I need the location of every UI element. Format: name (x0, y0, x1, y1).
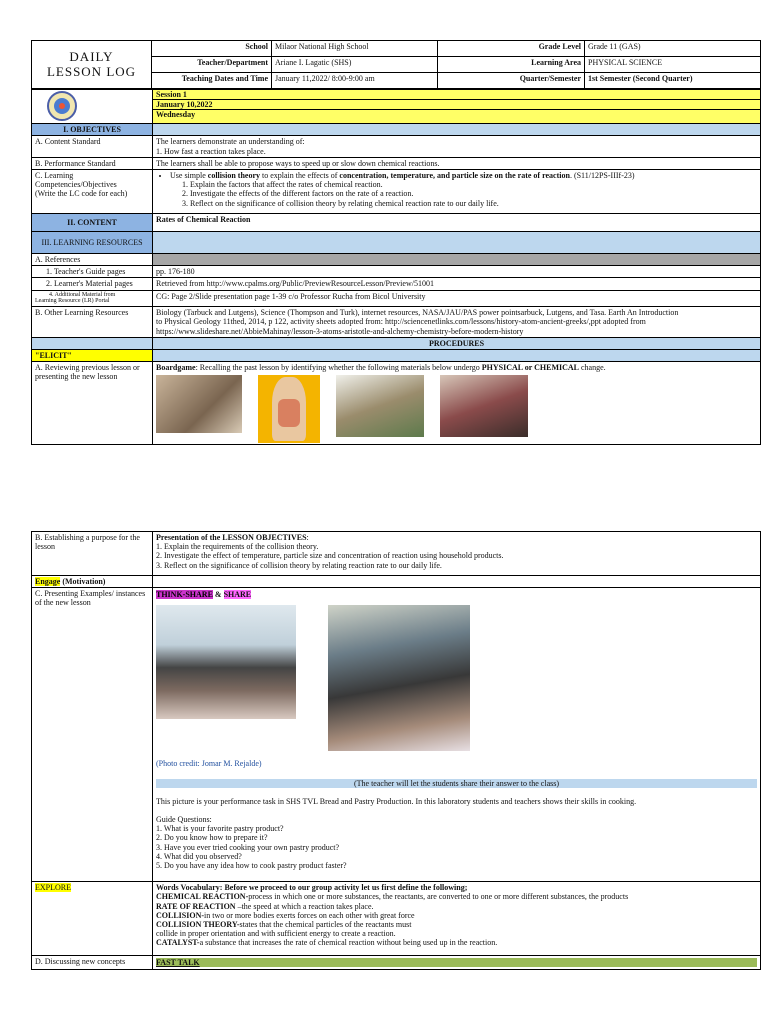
photo-row (156, 605, 757, 755)
quarter-label: Quarter/Semester (438, 73, 585, 89)
lesson-table-page1 (31, 89, 761, 445)
lm-label: 2. Learner's Material pages (32, 278, 153, 290)
vocab-title: Words Vocabulary (156, 883, 220, 893)
photo-rotting-food (156, 375, 242, 433)
dates-label: Teaching Dates and Time (152, 73, 272, 89)
competency-list (156, 180, 757, 208)
vocab-item: RATE OF REACTION –the speed at which a reaction takes place. (156, 901, 374, 911)
teacher-label: Teacher/Department (152, 57, 272, 73)
vocab-item: CHEMICAL REACTION-process in which one or more substances, the reactants, are converted to one or more different substances, the products (156, 892, 629, 902)
purpose-item: 3. Reflect on the significance of collision theory by relating reaction rate to our daily life. (156, 560, 442, 570)
additional-label: 4. Additional Material from Learning Resource (LR) Portal (32, 290, 153, 307)
competency-bullet-list (156, 171, 757, 180)
grade-value: Grade 11 (GAS) (585, 41, 761, 57)
competencies-value (153, 169, 761, 213)
lm-value: Retrieved from http://www.cpalms.org/Public/PreviewResourceLesson/Preview/51001 (153, 278, 761, 290)
content-standard-value (153, 136, 761, 157)
examples-value (153, 588, 761, 882)
guide-item: 4. What did you observed? (156, 851, 242, 861)
guide-item: 5. Do you have any idea how to cook pastry product faster? (156, 860, 347, 870)
competency-item: 2. Investigate the effects of the different factors on the rate of a reaction. (190, 189, 757, 198)
engage-fill (153, 576, 761, 588)
guide-item: 3. Have you ever tried cooking your own pastry product? (156, 842, 340, 852)
content-standard-label: A. Content Standard (32, 136, 153, 157)
competency-item: 1. Explain the factors that affect the rates of chemical reaction. (190, 180, 757, 189)
area-value: PHYSICAL SCIENCE (585, 57, 761, 73)
vocab-item: CATALYST-a substance that increases the rate of chemical reaction without being used up in the reaction. (156, 938, 498, 948)
competencies-label-line2: (Write the LC code for each) (35, 189, 128, 199)
session-day: Wednesday (156, 110, 196, 119)
session-title: Session 1 (153, 90, 760, 100)
references-label: A. References (32, 253, 153, 265)
purpose-value: Presentation of the LESSON OBJECTIVES: 1. Explain the requirements of the collision theory. 2. Investigate the effect of temperature, particle size and concentration of reaction using household products. 3. Reflect on the significance of collision theory by relating reaction rate to our daily life. (153, 532, 761, 576)
explore-label: EXPLORE (32, 882, 153, 956)
objectives-heading: I. OBJECTIVES (32, 124, 153, 136)
other-resources-label: B. Other Learning Resources (32, 307, 153, 338)
deped-seal-icon (32, 90, 152, 121)
content-value: Rates of Chemical Reaction (153, 213, 761, 231)
procedures-fill (32, 337, 153, 349)
seal-cell (32, 90, 153, 124)
photo-pastry-class (156, 605, 296, 719)
session-date: January 10,2022 (153, 100, 760, 110)
content-standard-line2: 1. How fast a reaction takes place. (156, 146, 266, 156)
objectives-heading-fill (153, 124, 761, 136)
content-standard-line1: The learners demonstrate an understanding of: (156, 137, 305, 147)
grade-label: Grade Level (438, 41, 585, 57)
purpose-item: 2. Investigate the effect of temperature, particle size and concentration of reaction using household products. (156, 551, 504, 561)
content-heading: II. CONTENT (32, 213, 153, 231)
vocab-item: COLLISION THEORY-states that the chemical particles of the reactants must (156, 919, 412, 929)
photo-classroom (440, 375, 528, 437)
performance-standard-value: The learners shall be able to propose ways to speed up or slow down chemical reactions. (153, 157, 761, 169)
vocab-item: collide in proper orientation and with sufficient energy to create a reaction. (156, 929, 396, 939)
elicit-label: "ELICIT" (32, 350, 153, 362)
procedures-heading: PROCEDURES (153, 337, 761, 349)
title-daily: DAILY (69, 48, 114, 64)
discuss-value (153, 956, 761, 970)
competency-bullet: • Use simple collision theory to explain the effects of concentration, temperature, and particle size on the rate of reaction. (S11/12PS-IIIf-23) (170, 171, 757, 180)
elicit-fill (153, 350, 761, 362)
think-share-heading: THINK-SHARE & SHARE (156, 590, 252, 600)
discuss-label: D. Discussing new concepts (32, 956, 153, 970)
area-label: Learning Area (438, 57, 585, 73)
purpose-item: 1. Explain the requirements of the collision theory. (156, 542, 319, 552)
quarter-value: 1st Semester (Second Quarter) (585, 73, 761, 89)
title-lesson-log: LESSON LOG (46, 63, 137, 79)
task-text: This picture is your performance task in SHS TVL Bread and Pastry Production. In this laboratory students and teachers shows their skills in cooking. (156, 796, 637, 806)
additional-value: CG: Page 2/Slide presentation page 1-39 c/o Professor Rucha from Bicol University (153, 290, 761, 307)
resources-heading: III. LEARNING RESOURCES (32, 231, 153, 253)
photo-cooking (336, 375, 424, 437)
references-fill (153, 253, 761, 265)
examples-label: C. Presenting Examples/ instances of the new lesson (32, 588, 153, 882)
other-resources-value: Biology (Tarbuck and Lutgens), Science (Thompson and Turk), internet resources, NASA/JAU/PAS power pointsarbuck, Lutgens, and Tasa. Earth An Introduction to Physical Geology 11thed, 2014, p 122, activity sheets adopted from: http://sciencenetlinks.com/lessons/history-atom-ancient-greeks/,ppt adopted from https://www.slideshare.net/AbbieMahinay/lesson-3-atoms-aristotle-and-alchemy-chemistry-before-modern-history (153, 307, 761, 338)
performance-standard-label: B. Performance Standard (32, 157, 153, 169)
review-label: A. Reviewing previous lesson or presenting the new lesson (32, 362, 153, 445)
lesson-table-page2 (31, 531, 761, 970)
competencies-label (32, 169, 153, 213)
tg-value: pp. 176-180 (153, 266, 761, 278)
guide-title: Guide Questions: (156, 814, 212, 824)
teacher-note: (The teacher will let the students share their answer to the class) (156, 779, 757, 788)
tg-label: 1. Teacher's Guide pages (32, 266, 153, 278)
resources-heading-fill (153, 231, 761, 253)
header-table (31, 40, 761, 89)
session-cell (153, 90, 761, 124)
vocab-item: COLLISION-in two or more bodies exerts forces on each other with great force (156, 910, 415, 920)
title-cell (32, 41, 152, 89)
photo-digestion (258, 375, 320, 443)
fast-talk: FAST TALK (156, 958, 757, 967)
photo-cooking-lab (328, 605, 470, 751)
teacher-value: Ariane I. Lagatic (SHS) (272, 57, 438, 73)
dates-value: January 11,2022/ 8:00-9:00 am (272, 73, 438, 89)
guide-item: 1. What is your favorite pastry product? (156, 824, 284, 834)
school-value: Milaor National High School (272, 41, 438, 57)
photo-credit: (Photo credit: Jomar M. Rejalde) (156, 759, 262, 769)
engage-label: Engage (Motivation) (32, 576, 153, 588)
boardgame-text: Boardgame: Recalling the past lesson by identifying whether the following materials below undergo PHYSICAL or CHEMICAL change. (156, 363, 606, 373)
explore-value: Words Vocabulary: Before we proceed to our group activity let us first define the following; CHEMICAL REACTION-process in which one or more substances, the reactants, are converted to one or more different substances, the products RATE OF REACTION –the speed at which a reaction takes place. COLLISION-in two or more bodies exerts forces on each other with great force COLLISION THEORY-states that the chemical particles of the reactants must collide in proper orientation and with sufficient energy to create a reaction. CATALYST-a substance that increases the rate of chemical reaction without being used up in the reaction. (153, 882, 761, 956)
competencies-label-line1: C. Learning Competencies/Objectives (35, 170, 117, 190)
school-label: School (152, 41, 272, 57)
purpose-title: Presentation of the LESSON OBJECTIVES (156, 533, 307, 542)
review-value (153, 362, 761, 445)
competency-item: 3. Reflect on the significance of collision theory by relating chemical reaction rate to our daily life. (190, 199, 757, 208)
purpose-label: B. Establishing a purpose for the lesson (32, 532, 153, 576)
guide-item: 2. Do you know how to prepare it? (156, 833, 268, 843)
